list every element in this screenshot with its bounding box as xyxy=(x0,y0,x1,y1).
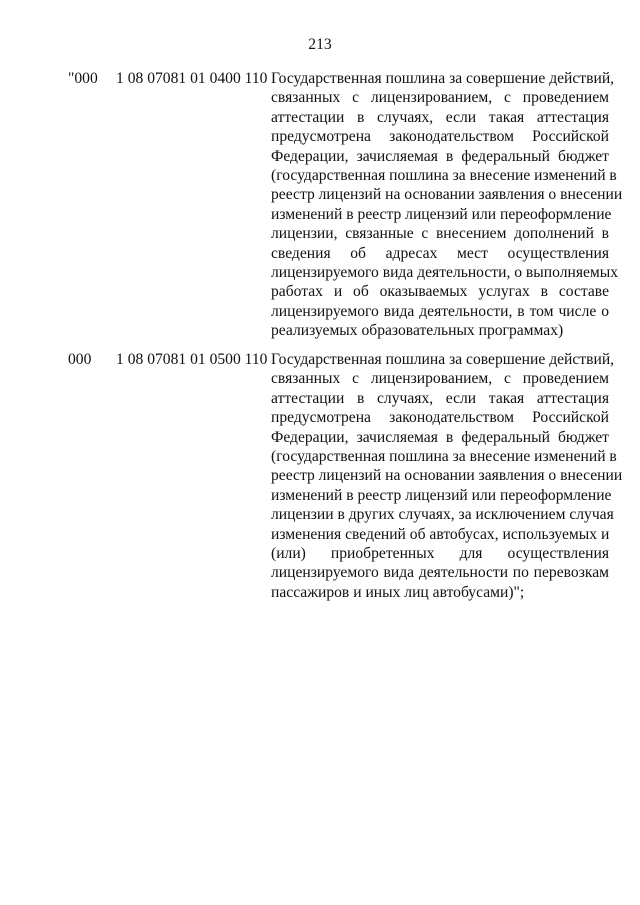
description xyxy=(271,350,623,602)
description xyxy=(271,69,623,340)
description-line: (государственная пошлина за внесение изменений в xyxy=(271,447,617,465)
description-line: предусмотрена законодательством Российской xyxy=(271,409,609,427)
description-line: изменений в реестр лицензий или переоформление xyxy=(271,205,612,223)
description-line: аттестации в случаях, если такая аттестация xyxy=(271,389,609,407)
description-line: пассажиров и иных лиц автобусами)"; xyxy=(271,583,525,601)
admin-code: 000 xyxy=(68,351,92,368)
page-number: 213 xyxy=(308,36,332,53)
classification-code: 1 08 07081 01 0500 110 xyxy=(116,351,268,368)
description-line: лицензии в других случаях, за исключением случая xyxy=(271,506,614,524)
classification-code: 1 08 07081 01 0400 110 xyxy=(116,70,268,87)
description-line: лицензируемого вида деятельности, о выполняемых xyxy=(271,263,619,281)
description-line: изменения сведений об автобусах, используемых и xyxy=(271,525,610,543)
description-line: лицензируемого вида деятельности по перевозкам xyxy=(271,564,609,582)
description-line: Федерации, зачисляемая в федеральный бюджет xyxy=(271,147,609,165)
description-line: сведения об адресах мест осуществления xyxy=(271,244,609,262)
description-line: Государственная пошлина за совершение действий, xyxy=(271,351,615,368)
description-line: (государственная пошлина за внесение изменений в xyxy=(271,166,617,184)
description-line: реализуемых образовательных программах) xyxy=(271,322,564,340)
description-line: Государственная пошлина за совершение действий, xyxy=(271,70,615,87)
description-line: связанных с лицензированием, с проведением xyxy=(271,370,609,388)
description-line: связанных с лицензированием, с проведением xyxy=(271,89,609,107)
description-line: работах и об оказываемых услугах в составе xyxy=(271,283,609,301)
admin-code: "000 xyxy=(68,70,98,87)
description-line: аттестации в случаях, если такая аттестация xyxy=(271,108,609,126)
description-line: изменений в реестр лицензий или переоформление xyxy=(271,486,612,504)
description-line: лицензируемого вида деятельности, в том числе о xyxy=(271,302,609,320)
description-line: Федерации, зачисляемая в федеральный бюджет xyxy=(271,428,609,446)
description-line: предусмотрена законодательством Российской xyxy=(271,128,609,146)
description-line: (или) приобретенных для осуществления xyxy=(271,544,609,562)
description-line: лицензии, связанные с внесением дополнений в xyxy=(271,225,609,243)
description-line: реестр лицензий на основании заявления о внесении xyxy=(271,467,623,485)
description-line: реестр лицензий на основании заявления о внесении xyxy=(271,186,623,204)
